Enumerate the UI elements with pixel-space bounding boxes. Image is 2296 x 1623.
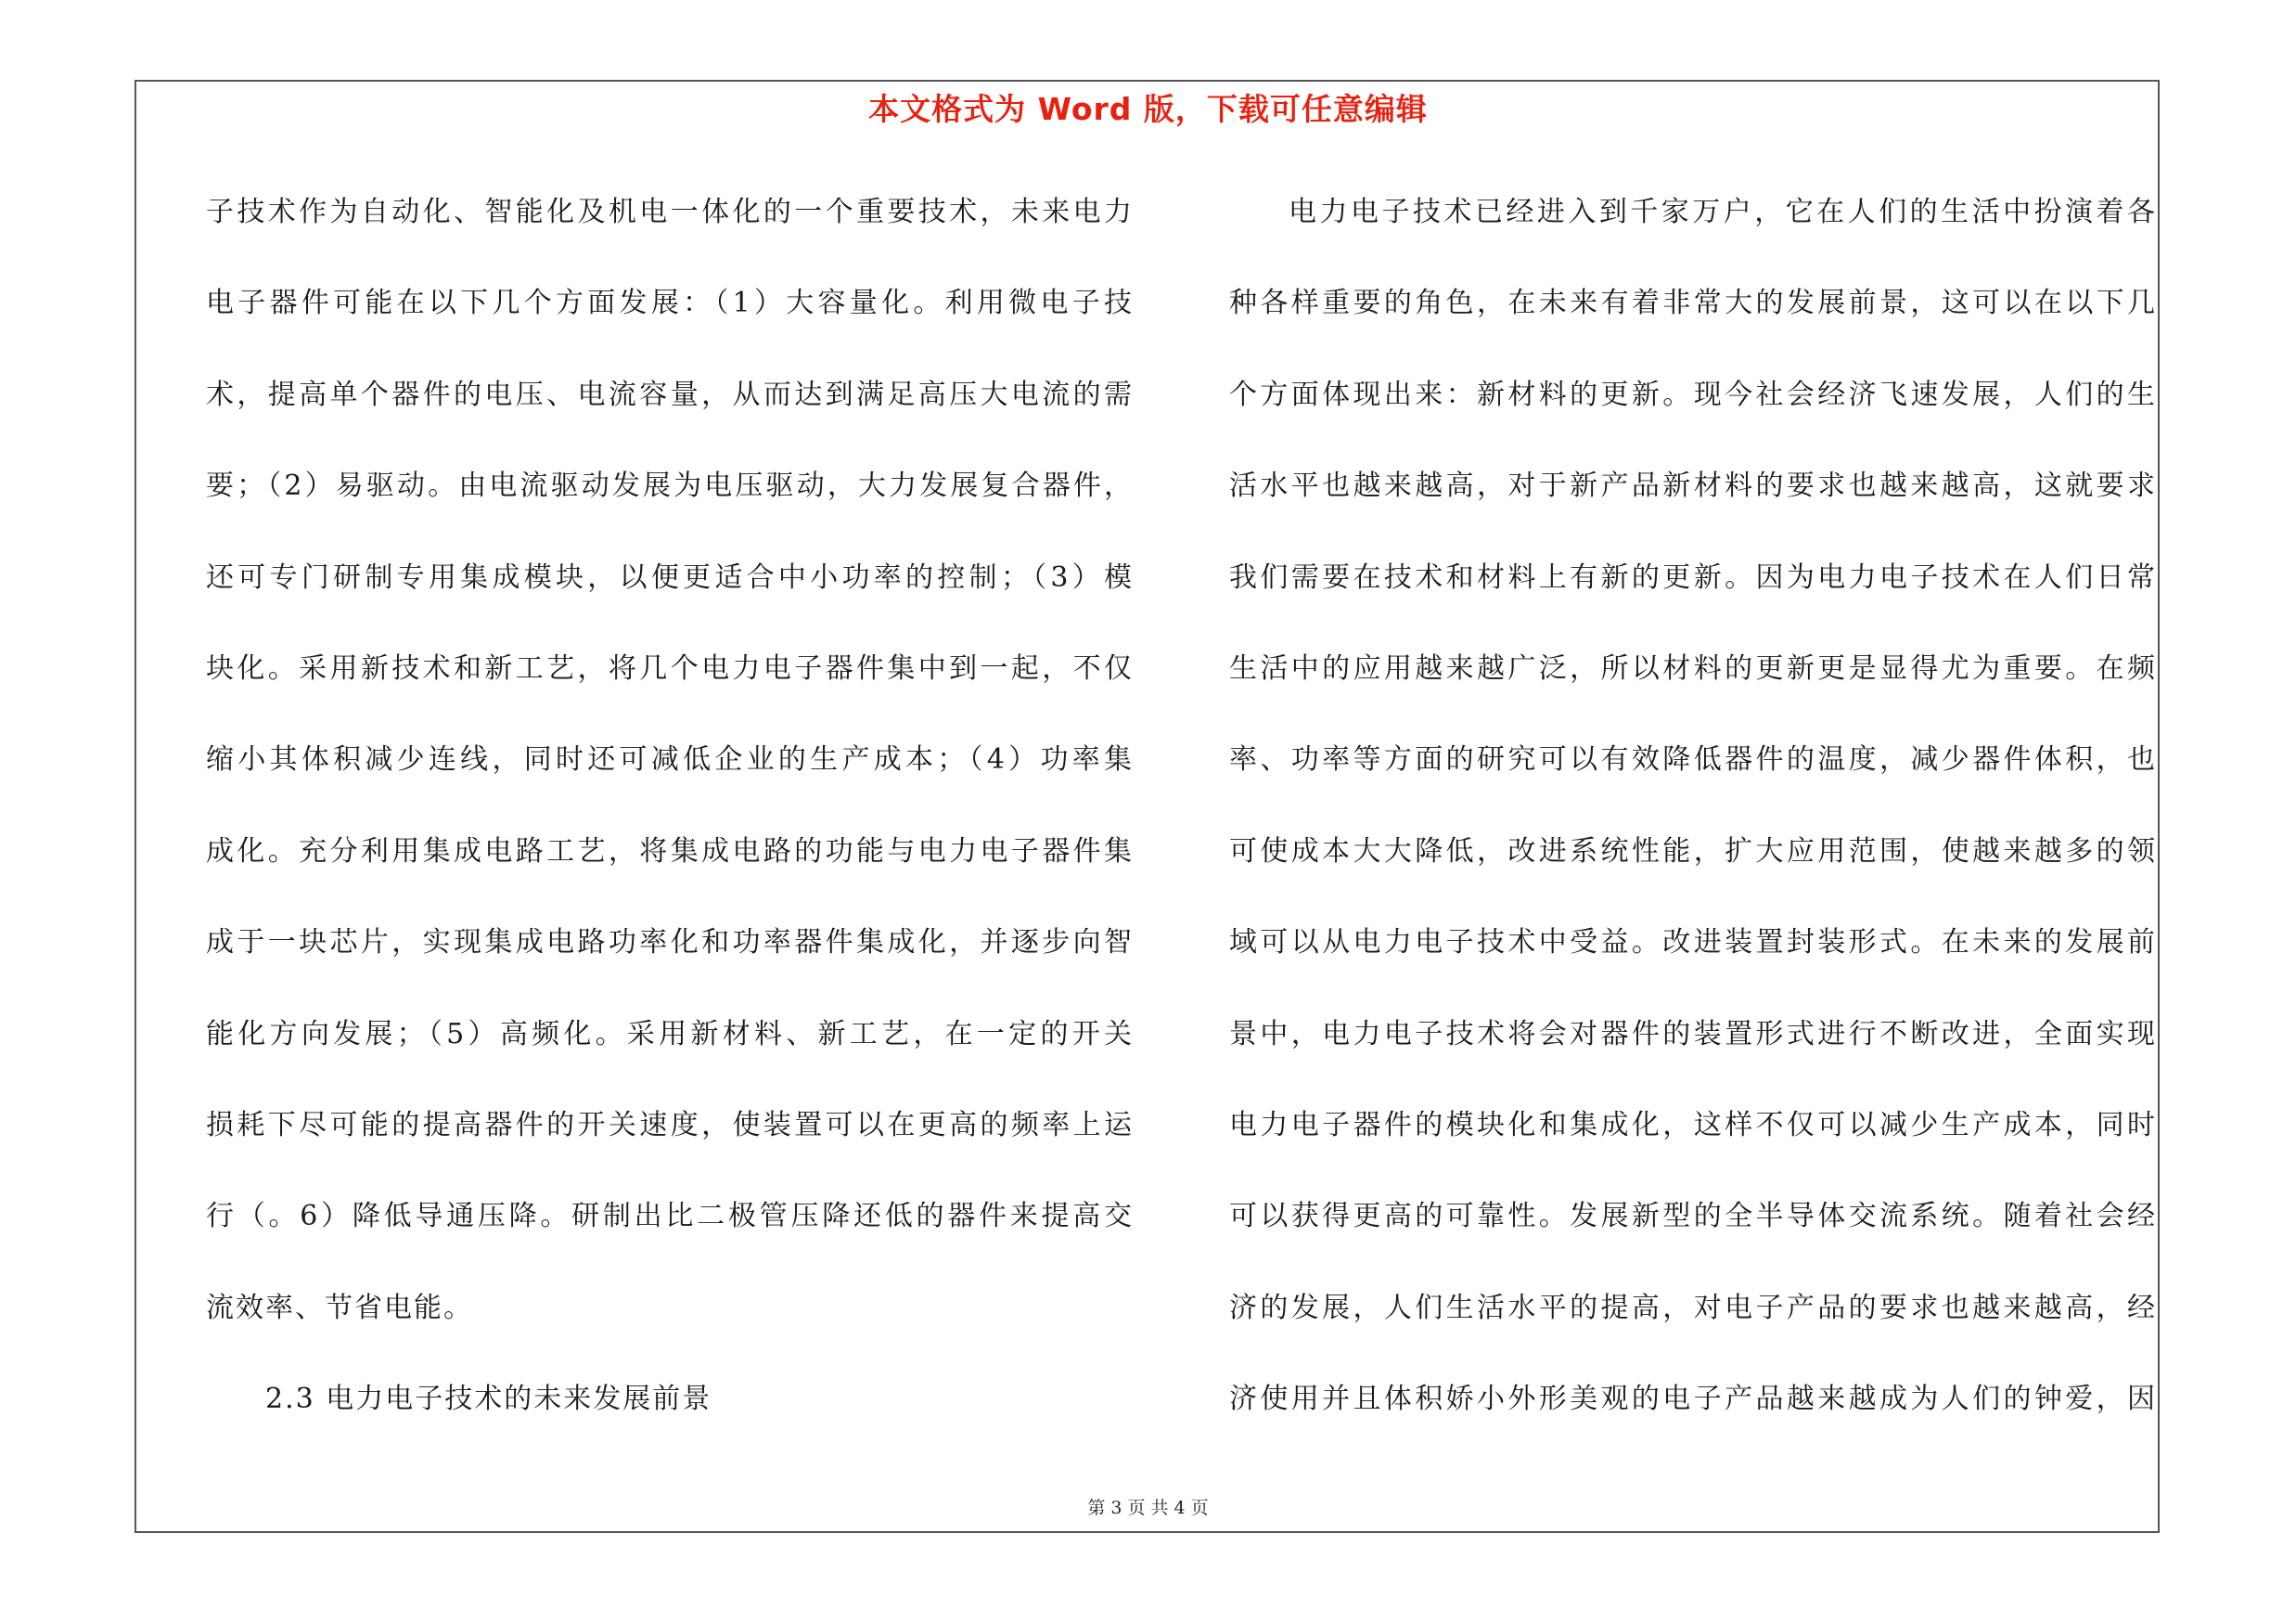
body-line: 济的发展，人们生活水平的提高，对电子产品的要求也越来越高，经 <box>1229 1291 2157 1324</box>
body-line: 种各样重要的角色，在未来有着非常大的发展前景，这可以在以下几 <box>1229 287 2157 320</box>
body-line: 我们需要在技术和材料上有新的更新。因为电力电子技术在人们日常 <box>1229 560 2157 594</box>
body-line: 景中，电力电子技术将会对器件的装置形式进行不断改进，全面实现 <box>1229 1017 2157 1050</box>
body-line: 能化方向发展；（5）高频化。采用新材料、新工艺，在一定的开关 <box>206 1017 1134 1050</box>
body-line: 流效率、节省电能。 <box>206 1291 473 1324</box>
body-line: 可使成本大大降低，改进系统性能，扩大应用范围，使越来越多的领 <box>1229 834 2157 868</box>
page-number: 第 3 页 共 4 页 <box>1087 1498 1209 1518</box>
body-line: 可以获得更高的可靠性。发展新型的全半导体交流系统。随着社会经 <box>1229 1200 2157 1233</box>
body-line: 个方面体现出来：新材料的更新。现今社会经济飞速发展，人们的生 <box>1229 378 2157 411</box>
body-line: 要；（2）易驱动。由电流驱动发展为电压驱动，大力发展复合器件， <box>206 470 1134 503</box>
body-line: 生活中的应用越来越广泛，所以材料的更新更是显得尤为重要。在频 <box>1229 651 2157 685</box>
body-line: 术，提高单个器件的电压、电流容量，从而达到满足高压大电流的需 <box>206 378 1134 411</box>
left-column <box>206 184 1134 1462</box>
body-line: 率、功率等方面的研究可以有效降低器件的温度，减少器件体积，也 <box>1229 743 2157 777</box>
body-line: 活水平也越来越高，对于新产品新材料的要求也越来越高，这就要求 <box>1229 470 2157 503</box>
body-line: 成于一块芯片，实现集成电路功率化和功率器件集成化，并逐步向智 <box>206 926 1134 960</box>
body-line: 子技术作为自动化、智能化及机电一体化的一个重要技术，未来电力 <box>206 196 1134 228</box>
body-line: 济使用并且体积娇小外形美观的电子产品越来越成为人们的钟爱，因 <box>1229 1383 2157 1416</box>
body-line: 电力电子器件的模块化和集成化，这样不仅可以减少生产成本，同时 <box>1229 1108 2157 1141</box>
body-line: 还可专门研制专用集成模块，以便更适合中小功率的控制；（3）模 <box>206 560 1134 594</box>
body-line: 块化。采用新技术和新工艺，将几个电力电子器件集中到一起，不仅 <box>206 651 1134 685</box>
body-line: 行（。6）降低导通压降。研制出比二极管压降还低的器件来提高交 <box>206 1200 1134 1233</box>
body-line: 成化。充分利用集成电路工艺，将集成电路的功能与电力电子器件集 <box>206 834 1134 868</box>
right-column <box>1229 184 2157 1462</box>
section-heading: 2.3 电力电子技术的未来发展前景 <box>265 1383 712 1416</box>
body-line: 电子器件可能在以下几个方面发展：（1）大容量化。利用微电子技 <box>206 287 1134 320</box>
body-line: 缩小其体积减少连线，同时还可减低企业的生产成本；（4）功率集 <box>206 743 1134 777</box>
format-banner: 本文格式为 Word 版，下载可任意编辑 <box>868 91 1428 127</box>
body-line: 电力电子技术已经进入到千家万户，它在人们的生活中扮演着各 <box>1289 196 2157 228</box>
body-line: 损耗下尽可能的提高器件的开关速度，使装置可以在更高的频率上运 <box>206 1108 1134 1141</box>
body-line: 域可以从电力电子技术中受益。改进装置封装形式。在未来的发展前 <box>1229 926 2157 960</box>
